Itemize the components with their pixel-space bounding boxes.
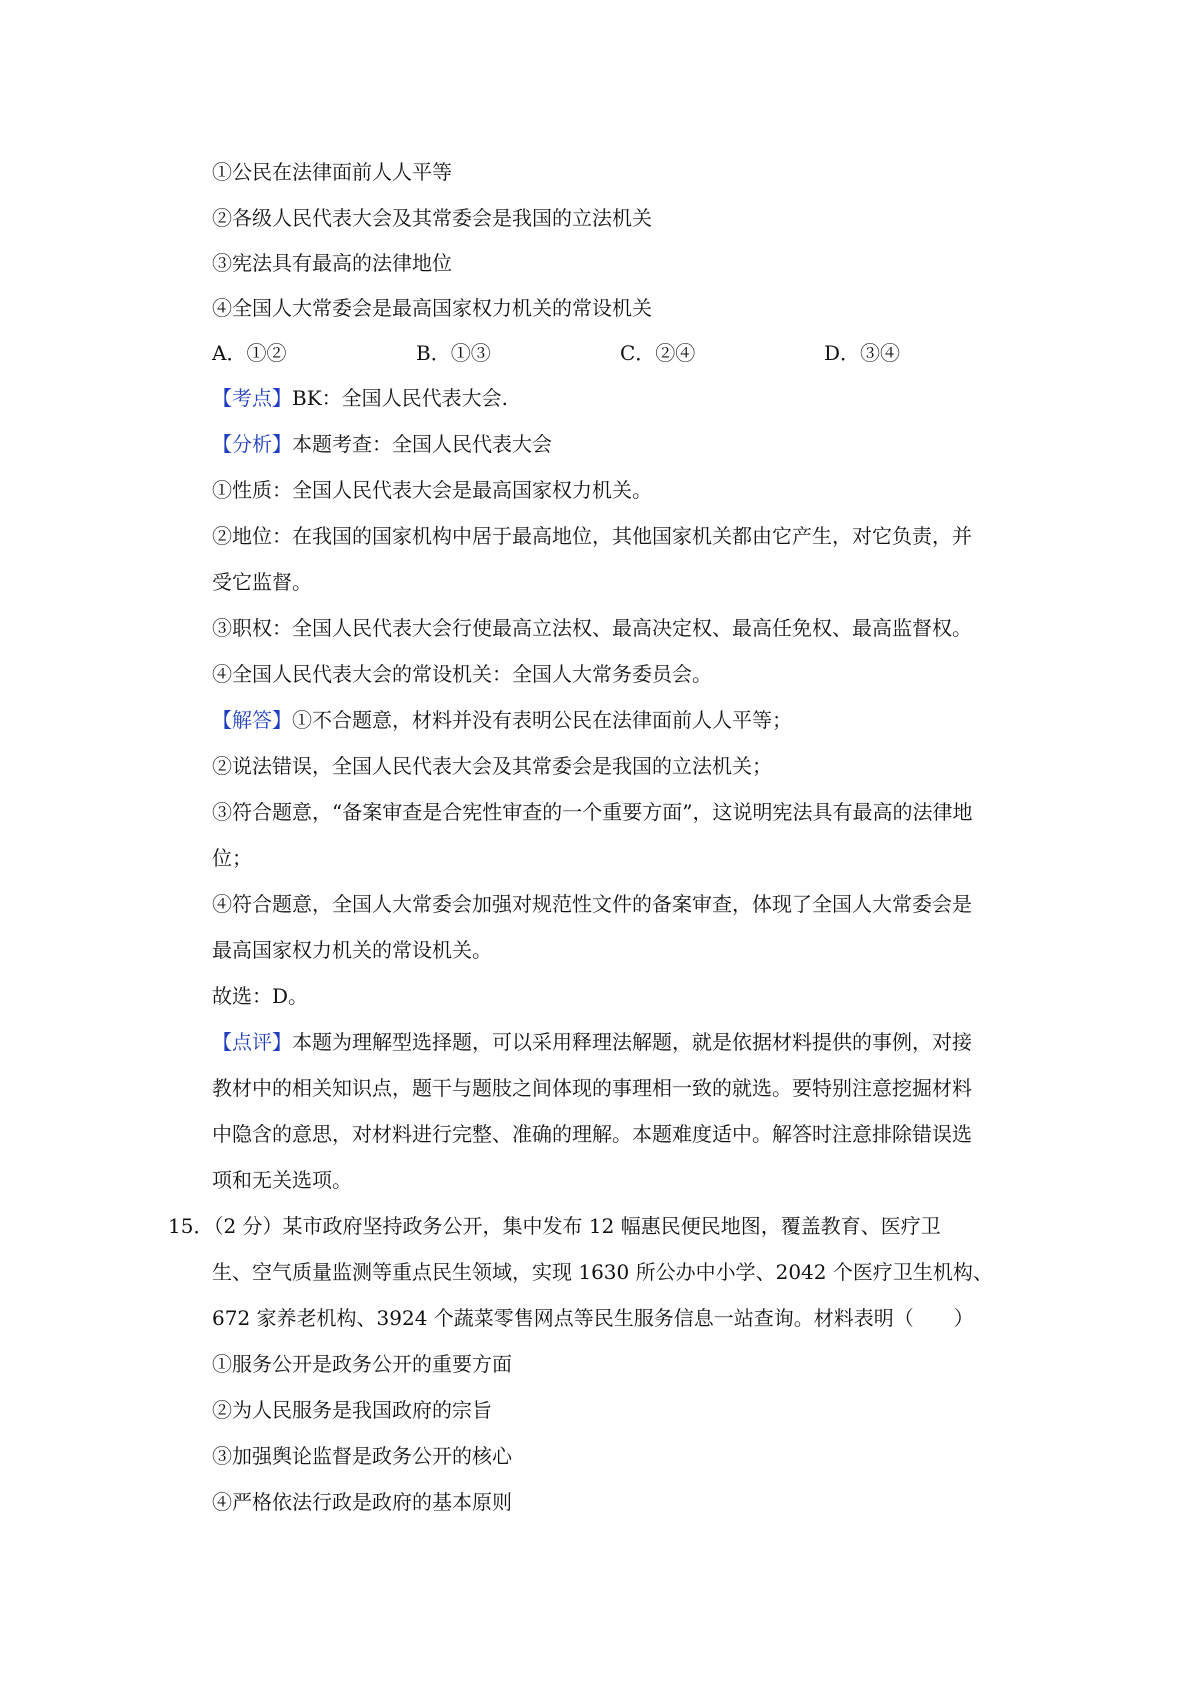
final-answer: 故选：D。 xyxy=(212,984,309,1008)
statement-2: ②各级人民代表大会及其常委会是我国的立法机关 xyxy=(212,206,652,230)
option-a: A．①② xyxy=(212,341,287,365)
statement-4: ④全国人大常委会是最高国家权力机关的常设机关 xyxy=(212,296,652,320)
option-b: B．①③ xyxy=(416,341,491,365)
kaodian-line xyxy=(212,381,1032,415)
kaodian-text: BK：全国人民代表大会. xyxy=(292,386,508,410)
answer-options xyxy=(212,336,1032,370)
jieda-detail-2: ③符合题意，“备案审查是合宪性审查的一个重要方面”，这说明宪法具有最高的法律地 xyxy=(212,800,973,824)
jieda-detail-3: 位； xyxy=(212,846,252,870)
fenxi-detail-5: ④全国人民代表大会的常设机关：全国人大常务委员会。 xyxy=(212,662,712,686)
q15-statement-1: ①服务公开是政务公开的重要方面 xyxy=(212,1352,512,1376)
jieda-detail-1: ②说法错误，全国人民代表大会及其常委会是我国的立法机关； xyxy=(212,754,772,778)
dianping-detail-2: 中隐含的意思，对材料进行完整、准确的理解。本题难度适中。解答时注意排除错误选 xyxy=(212,1122,972,1146)
fenxi-line xyxy=(212,427,1032,461)
fenxi-detail-1: ①性质：全国人民代表大会是最高国家权力机关。 xyxy=(212,478,652,502)
jieda-text: ①不合题意，材料并没有表明公民在法律面前人人平等； xyxy=(292,708,792,732)
dianping-line xyxy=(212,1025,1032,1059)
jieda-detail-4: ④符合题意，全国人大常委会加强对规范性文件的备案审查，体现了全国人大常委会是 xyxy=(212,892,972,916)
dianping-detail-3: 项和无关选项。 xyxy=(212,1168,352,1192)
fenxi-tag: 【分析】 xyxy=(212,432,292,456)
fenxi-detail-4: ③职权：全国人民代表大会行使最高立法权、最高决定权、最高任免权、最高监督权。 xyxy=(212,616,972,640)
statement-3: ③宪法具有最高的法律地位 xyxy=(212,251,452,275)
q15-statement-2: ②为人民服务是我国政府的宗旨 xyxy=(212,1398,492,1422)
option-d: D．③④ xyxy=(824,341,901,365)
dianping-text: 本题为理解型选择题，可以采用释理法解题，就是依据材料提供的事例，对接 xyxy=(292,1030,972,1054)
option-c: C．②④ xyxy=(620,341,696,365)
jieda-detail-5: 最高国家权力机关的常设机关。 xyxy=(212,938,492,962)
jieda-line xyxy=(212,703,1032,737)
dianping-detail-1: 教材中的相关知识点，题干与题肢之间体现的事理相一致的就选。要特别注意挖掘材料 xyxy=(212,1076,972,1100)
question-15-stem-1: 15．（2 分）某市政府坚持政务公开，集中发布 12 幅惠民便民地图，覆盖教育、医疗卫 xyxy=(168,1214,941,1238)
kaodian-tag: 【考点】 xyxy=(212,386,292,410)
jieda-tag: 【解答】 xyxy=(212,708,292,732)
fenxi-detail-2: ②地位：在我国的国家机构中居于最高地位，其他国家机关都由它产生，对它负责，并 xyxy=(212,524,972,548)
fenxi-text: 本题考查：全国人民代表大会 xyxy=(292,432,552,456)
dianping-tag: 【点评】 xyxy=(212,1030,292,1054)
q15-statement-3: ③加强舆论监督是政务公开的核心 xyxy=(212,1444,512,1468)
statement-1: ①公民在法律面前人人平等 xyxy=(212,160,452,184)
question-15-stem-2: 生、空气质量监测等重点民生领域，实现 1630 所公办中小学、2042 个医疗卫生机构、 xyxy=(212,1260,993,1284)
fenxi-detail-3: 受它监督。 xyxy=(212,570,312,594)
question-15-stem-3: 672 家养老机构、3924 个蔬菜零售网点等民生服务信息一站查询。材料表明（ ） xyxy=(212,1306,974,1330)
q15-statement-4: ④严格依法行政是政府的基本原则 xyxy=(212,1490,512,1514)
